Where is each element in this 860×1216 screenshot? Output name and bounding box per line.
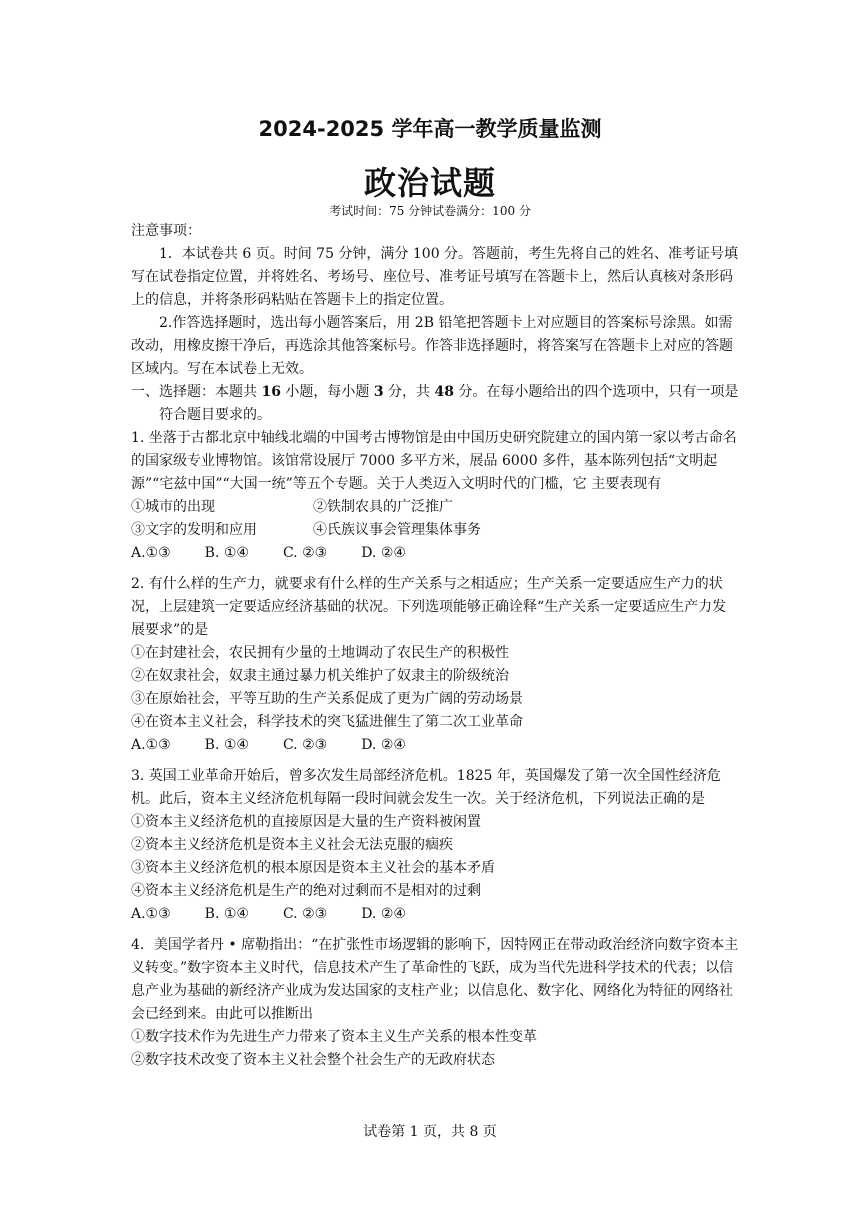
notice-item-1: 1．本试卷共 6 页。时间 75 分钟，满分 100 分。答题前，考生先将自己的姓名、准考证号填写在试卷指定位置，并将姓名、考场号、座位号、准考证号填写在答题卡上，然后认真核对条形码上的信息，并将条形码粘贴在答题卡上的指定位置。 bbox=[131, 246, 739, 308]
option: ①数字技术作为先进生产力带来了资本主义生产关系的根本性变革 bbox=[131, 1029, 537, 1045]
option: ①资本主义经济危机的直接原因是大量的生产资料被闲置 bbox=[131, 814, 481, 830]
answer-choice: B. ①④ bbox=[204, 737, 249, 753]
subject-title: 政治试题 bbox=[363, 164, 496, 202]
option: ②铁制农具的广泛推广 bbox=[313, 499, 453, 515]
option: ④在资本主义社会，科学技术的突飞猛进催生了第二次工业革命 bbox=[131, 714, 523, 730]
page-footer: 试卷第 1 页，共 8 页 bbox=[363, 1124, 497, 1140]
question-3-stem: 3. 英国工业革命开始后，曾多次发生局部经济危机。1825 年，英国爆发了第一次全国性经济危机。此后，资本主义经济危机每隔一段时间就会发生一次。关于经济危机，下列说法正确的是 bbox=[131, 768, 721, 807]
exam-info: 考试时间：75 分钟试卷满分：100 分 bbox=[329, 204, 531, 218]
option: ③在原始社会，平等互助的生产关系促成了更为广阔的劳动场景 bbox=[131, 691, 523, 707]
answer-choice: B. ①④ bbox=[204, 545, 249, 561]
notice-heading: 注意事项： bbox=[131, 223, 201, 239]
answer-choice: D. ②④ bbox=[361, 737, 406, 753]
option: ③文字的发明和应用 bbox=[131, 522, 257, 538]
option: ④氏族议事会管理集体事务 bbox=[313, 522, 481, 538]
question-1-options-row-1 bbox=[131, 496, 739, 519]
option: ①在封建社会，农民拥有少量的土地调动了农民生产的积极性 bbox=[131, 645, 509, 661]
question-2-answers bbox=[131, 734, 739, 757]
question-4-stem: 4．美国学者丹 • 席勒指出：“在扩张性市场逻辑的影响下，因特网正在带动政治经济向数字资本主义转变。”数字资本主义时代，信息技术产生了革命性的飞跃，成为当代先进科学技术的代表；以信息产业为基础的新经济产业成为发达国家的支柱产业；以信息化、数字化、网络化为特征的网络社会已经到来。由此可以推断出 bbox=[131, 937, 739, 1022]
option: ①城市的出现 bbox=[131, 499, 215, 515]
notice-item-2: 2.作答选择题时，选出每小题答案后，用 2B 铅笔把答题卡上对应题目的答案标号涂黑。如需改动，用橡皮擦干净后，再选涂其他答案标号。作答非选择题时，将答案写在答题卡上对应的答题区域内。写在本试卷上无效。 bbox=[131, 315, 733, 377]
question-1-stem: 1. 坐落于古都北京中轴线北端的中国考古博物馆是由中国历史研究院建立的国内第一家以考古命名的国家级专业博物馆。该馆常设展厅 7000 多平方米，展品 6000 多件，基本陈列包括“文明起源”“宅兹中国”“大国一统”等五个专题。关于人类迈入文明时代的门槛，它 主要表现有 bbox=[131, 430, 737, 492]
option: ④资本主义经济危机是生产的绝对过剩而不是相对的过剩 bbox=[131, 883, 481, 899]
option: ②在奴隶社会，奴隶主通过暴力机关维护了奴隶主的阶级统治 bbox=[131, 668, 509, 684]
question-2-stem: 2. 有什么样的生产力，就要求有什么样的生产关系与之相适应；生产关系一定要适应生产力的状况，上层建筑一定要适应经济基础的状况。下列选项能够正确诠释“生产关系一定要适应生产力发展要求”的是 bbox=[131, 576, 727, 638]
answer-choice: A.①③ bbox=[131, 737, 171, 753]
answer-choice: C. ②③ bbox=[282, 545, 328, 561]
answer-choice: A.①③ bbox=[131, 545, 171, 561]
answer-choice: A.①③ bbox=[131, 906, 171, 922]
answer-choice: D. ②④ bbox=[361, 545, 406, 561]
exam-body bbox=[131, 220, 739, 1072]
option: ②数字技术改变了资本主义社会整个社会生产的无政府状态 bbox=[131, 1052, 495, 1068]
answer-choice: D. ②④ bbox=[361, 906, 406, 922]
answer-choice: C. ②③ bbox=[282, 737, 328, 753]
answer-choice: B. ①④ bbox=[204, 906, 249, 922]
option: ②资本主义经济危机是资本主义社会无法克服的痼疾 bbox=[131, 837, 453, 853]
exam-title: 2024-2025 学年高一教学质量监测 bbox=[258, 117, 602, 141]
question-1-options-row-2 bbox=[131, 519, 739, 542]
answer-choice: C. ②③ bbox=[282, 906, 328, 922]
question-3-answers bbox=[131, 903, 739, 926]
section-heading: 一、选择题：本题共 16 小题，每小题 3 分，共 48 分。在每小题给出的四个选项中，只有一项是符合题目要求的。 bbox=[131, 384, 739, 423]
option: ③资本主义经济危机的根本原因是资本主义社会的基本矛盾 bbox=[131, 860, 495, 876]
question-1-answers bbox=[131, 542, 739, 565]
